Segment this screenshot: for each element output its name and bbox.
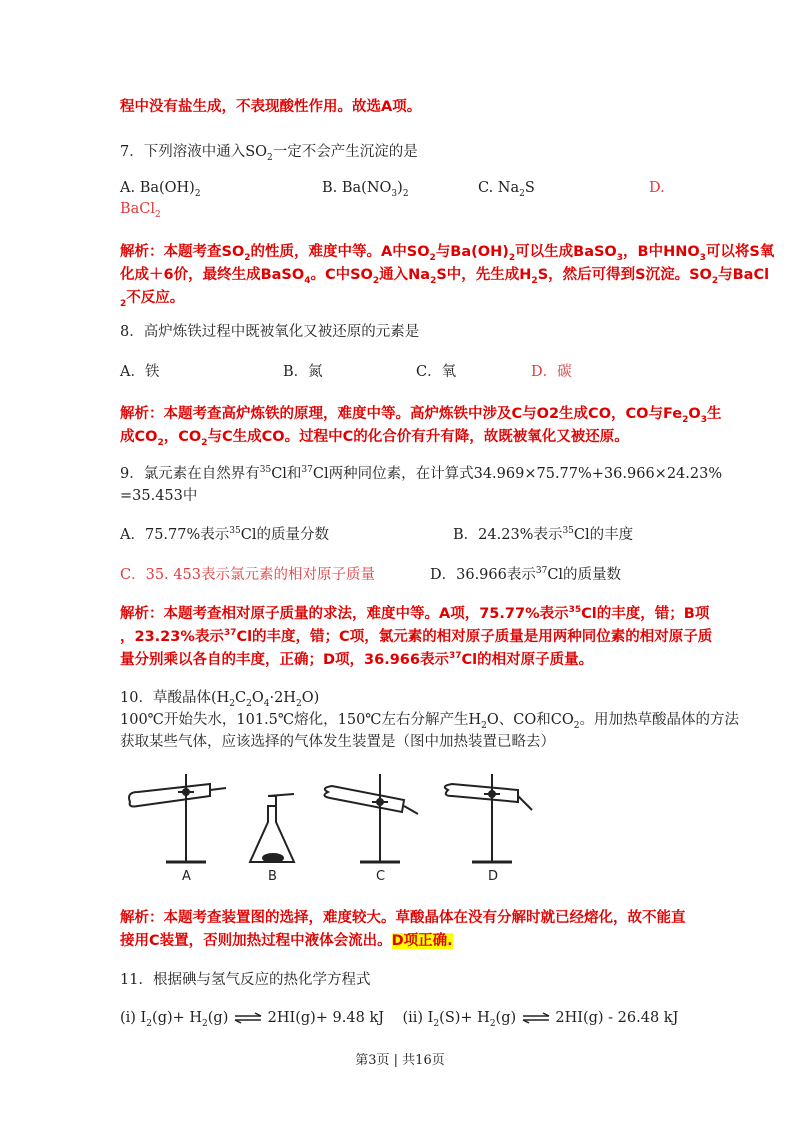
q10-stem-line3: 获取某些气体，应该选择的气体发生装置是（图中加热装置已略去） <box>120 734 555 750</box>
apparatus-a <box>129 774 226 884</box>
q8-option-a: A．铁 <box>120 364 160 380</box>
q9-answer-line2: ，23.23%表示$^{37}$Cl的丰度，错；C项，氯元素的相对原子质量是用两种同位素的相对原子质 <box>120 628 713 645</box>
q8-option-b: B．氮 <box>283 364 323 380</box>
apparatus-figure <box>118 762 558 890</box>
q10-stem-line2: 100℃开始失水，101.5℃熔化，150℃左右分解产生$H_2O$、CO和$CO_2$。用加热草酸晶体的方法 <box>120 712 739 731</box>
equilibrium-arrow-icon <box>521 1012 551 1024</box>
q11-eq2: (ii) $I_2(S)+ H_2(g)$ 2HI(g) - 26.48 kJ <box>402 1010 679 1029</box>
apparatus-c <box>324 774 418 884</box>
q7-option-d-cont: BaCl$_2$ <box>120 201 161 220</box>
q9-answer-line1: 解析：本题考查相对原子质量的求法，难度中等。A项，75.77%表示$^{35}$Cl的丰度，错；B项 <box>120 605 710 622</box>
q10-stem-line1: 10．草酸晶体$(H_2C_2O_4\cdot 2H_2O)$ <box>120 690 320 709</box>
q8-option-d: D．碳 <box>531 364 572 380</box>
apparatus-d <box>445 774 532 884</box>
q10-answer-highlight: D项正确. <box>391 933 453 949</box>
q10-answer-line1: 解析：本题考查装置图的选择，难度较大。草酸晶体在没有分解时就已经熔化，故不能直 <box>120 910 686 926</box>
page-footer: 第3页 | 共16页 <box>355 1053 445 1068</box>
q11-equation <box>120 1010 678 1029</box>
q10-answer-line2: 接用C装置，否则加热过程中液体会流出。D项正确. <box>120 933 453 949</box>
q9-stem-line1: 9．氯元素在自然界有$^{35}$Cl和$^{37}$Cl两种同位素，在计算式34.969×75.77%+36.966×24.23% <box>120 465 723 482</box>
q7-option-a: A. $Ba(OH)_2$ <box>120 180 201 199</box>
apparatus-label-d: D <box>488 869 499 884</box>
q7-stem: 7．下列溶液中通入$SO_2$一定不会产生沉淀的是 <box>120 144 418 163</box>
q8-answer-line2: 成$CO_2$，$CO_2$与C生成CO。过程中C的化合价有升有降，故既被氧化又被还原。 <box>120 429 629 448</box>
q7-answer-line2: 化成＋6价，最终生成BaSO$_4$。C中$SO_2$通入$Na_2S$中，先生成$H_2S$，然后可得到S沉淀。$SO_2$与BaCl <box>120 267 770 286</box>
q9-answer-line3: 量分别乘以各自的丰度，正确；D项，36.966表示$^{37}$Cl的相对原子质量。 <box>120 651 594 668</box>
apparatus-b <box>250 794 294 884</box>
q11-eq1: (i) $I_2(g)+ H_2(g)$ 2HI(g)+ 9.48 kJ <box>120 1010 385 1029</box>
q7-option-c: C. $Na_2S$ <box>478 180 535 199</box>
q9-option-c: C．35. 453表示氯元素的相对原子质量 <box>120 567 375 583</box>
equilibrium-arrow-icon <box>233 1012 263 1024</box>
q7-option-d: D. <box>649 180 665 196</box>
q7-answer-line1: 解析：本题考查$SO_2$的性质，难度中等。A中$SO_2$与$Ba(OH)_2$可以生成BaSO$_3$，B中$HNO_3$可以将S氧 <box>120 244 775 263</box>
prev-answer-tail: 程中没有盐生成，不表现酸性作用。故选A项。 <box>120 99 422 115</box>
q9-option-b: B．24.23%表示$^{35}$Cl的丰度 <box>453 526 634 543</box>
q9-stem-line2: =35.453中 <box>120 488 198 504</box>
q9-option-d: D．36.966表示$^{37}$Cl的质量数 <box>430 566 622 583</box>
q8-answer-line1: 解析：本题考查高炉炼铁的原理，难度中等。高炉炼铁中涉及C与O2生成CO，CO与$Fe_2O_3$生 <box>120 406 722 425</box>
q11-stem: 11．根据碘与氢气反应的热化学方程式 <box>120 972 371 988</box>
q9-option-a: A．75.77%表示$^{35}$Cl的质量分数 <box>120 526 329 543</box>
apparatus-label-c: C <box>376 869 386 884</box>
q7-answer-line3: $_2$不反应。 <box>120 290 185 309</box>
apparatus-label-b: B <box>268 869 277 884</box>
q7-option-b: B. $Ba(NO_3)_2$ <box>322 180 409 199</box>
apparatus-label-a: A <box>182 869 191 884</box>
q8-option-c: C．氧 <box>416 364 457 380</box>
q8-stem: 8．高炉炼铁过程中既被氧化又被还原的元素是 <box>120 324 420 340</box>
